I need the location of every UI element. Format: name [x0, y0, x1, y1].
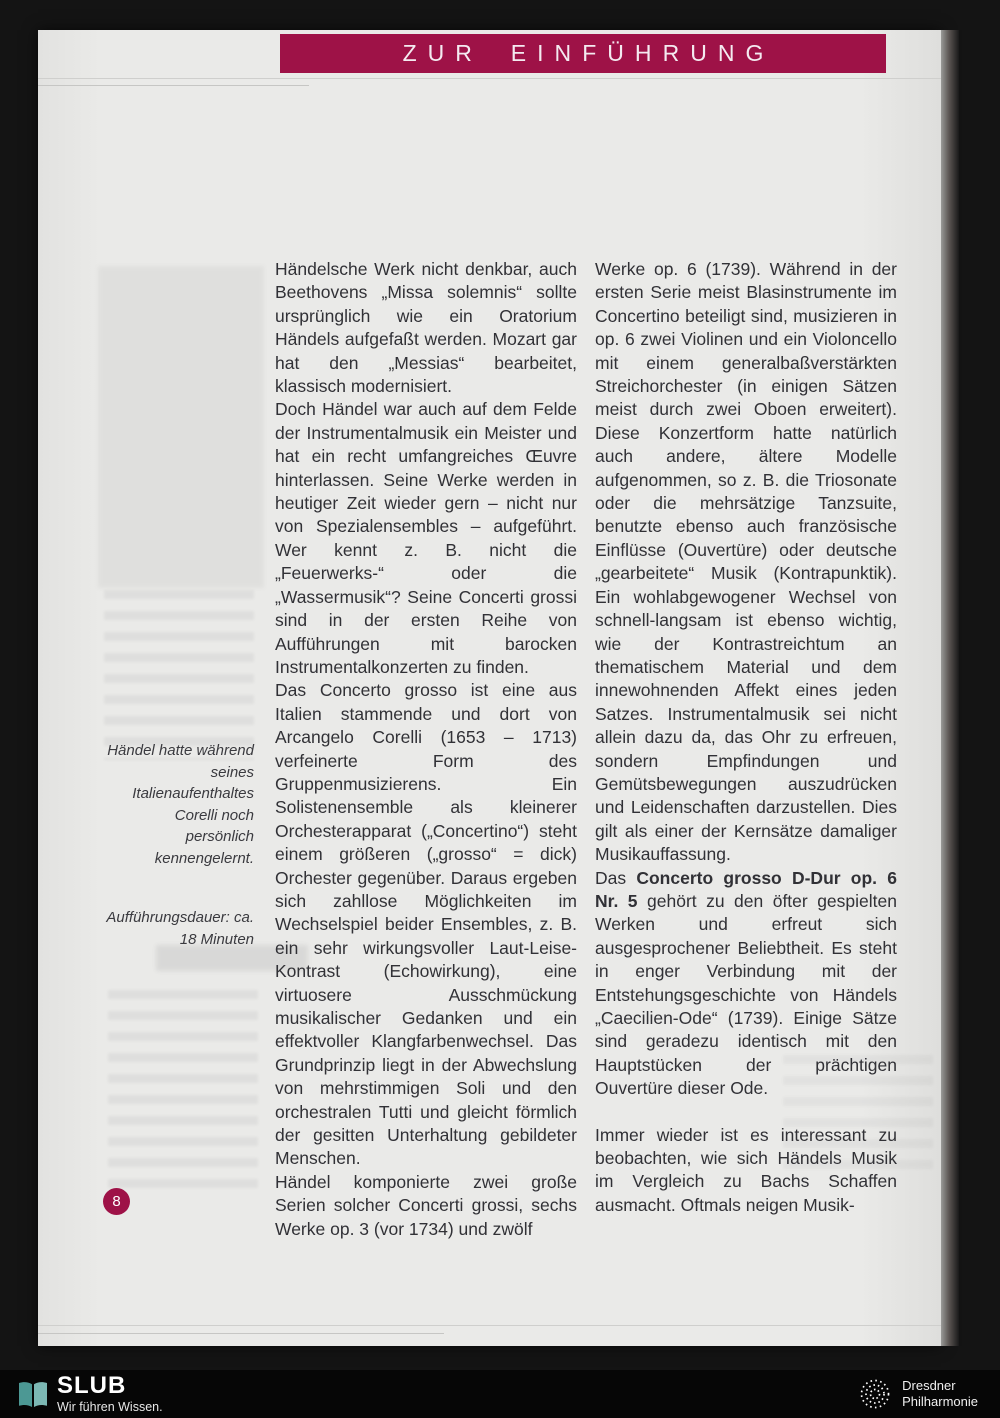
paragraph: [275, 679, 577, 1171]
margin-note: Aufführungsdauer: ca. 18 Minuten: [106, 909, 254, 948]
text-segment: Werke op. 6 (1739). Während in der ersten Serie meist Blasinstrumente im Concertino beteiligt sind, musizieren in op. 6 zwei Violinen und ein Violoncello mit einem generalbaßverstärkten Streichorchester (in einigen Sätzen meist durch zwei Oboen erweitert). Diese Konzertform hatte natürlich auch andere, ältere Modelle aufgenommen, so z. B. die Triosonate oder die mehrsätzige Tanzsuite, benutzte ebenso auch französische Einflüsse (Ouvertüre) oder deutsche „gearbeitete“ Musik (Kontrapunktik). Ein wohlabgewogener Wechsel von schnell-langsam ist ebenso wichtig, wie der Kontrastreichtum an thematischem Material und dem innewohnenden Affekt eines jeden Satzes. Instrumentalmusik sei nicht allein dazu da, das Ohr zu erfreuen, sondern Empfindungen und Gemütsbewegungen auszudrücken und Leidenschaften darzustellen. Dies gilt als einer der Kernsätze damaliger Musikauffassung.: [595, 259, 897, 865]
page-number-badge: [103, 1188, 130, 1215]
paragraph: [595, 258, 897, 867]
page-title: ZUR EINFÜHRUNG: [402, 40, 775, 66]
bleed-through-artifact: [108, 990, 258, 1200]
page-stack-edge: [38, 1325, 941, 1326]
column-left: [275, 258, 577, 1241]
philharmonie-name-line2: Philharmonie: [902, 1394, 978, 1409]
slub-book-icon: [18, 1381, 48, 1408]
text-segment: Das Concerto grosso ist eine aus Italien stammende und dort von Arcangelo Corelli (1653 – 1713) verfeinerte Form des Gruppenmusizierens. Ein Solistenensemble als kleinerer Orchesterapparat („Concertino“) steht einem größeren („grosso“ = dick) Orchester gegenüber. Daraus ergeben sich zahllose Möglichkeiten im Wechselspiel beider Ensembles, z. B. ein sehr wirkungsvoller Laut-Leise-Kontrast (Echowirkung), eine virtuosere Ausschmückung musikalischer Gedanken und ein effektvoller Klangfarbenwechsel. Das Grundprinzip liegt in der Abwechslung von mehrstimmigen Soli und den orchestralen Tutti und gleicht förmlich der gesitten Unterhaltung gebildeter Menschen.: [275, 680, 577, 1169]
margin-note: Händel hatte während seines Italienaufenthaltes Corelli noch persönlich kennengelernt.: [107, 742, 254, 867]
page-stack-edge: [38, 78, 941, 79]
margin-notes: [104, 740, 254, 988]
paragraph: [595, 867, 897, 1101]
bleed-through-artifact: [104, 590, 254, 760]
text-segment: Händelsche Werk nicht denkbar, auch Beethovens „Missa solemnis“ sollte ursprünglich wie ein Oratorium Händels aufgefaßt werden. Mozart gar hat den „Messias“ bearbeitet, klassisch modernisiert.: [275, 259, 577, 397]
text-segment: Das: [595, 867, 637, 888]
paragraph: [275, 398, 577, 679]
page: [38, 30, 941, 1346]
page-stack-edge: [38, 85, 309, 86]
philharmonie-logo: [858, 1377, 982, 1411]
philharmonie-logo-icon: [858, 1377, 892, 1411]
header-banner: [280, 34, 886, 73]
slub-name: SLUB: [57, 1372, 127, 1399]
philharmonie-name-line1: Dresdner: [902, 1378, 956, 1393]
column-right: [595, 258, 897, 1217]
page-number: 8: [112, 1193, 121, 1210]
paragraph: [595, 1124, 897, 1218]
slub-tagline: Wir führen Wissen.: [57, 1400, 163, 1414]
text-segment: Concerto grosso D-Dur op. 6 Nr. 5: [595, 867, 898, 911]
text-segment: Doch Händel war auch auf dem Felde der Instrumentalmusik ein Meister und hat ein recht umfangreiches Œuvre hinterlassen. Seine Werke werden in heutiger Zeit wieder gern – nicht nur von Spezialensembles – aufgeführt. Wer kennt z. B. nicht die „Feuerwerks-“ oder die „Wassermusik“? Seine Concerti grossi sind in der ersten Reihe von Aufführungen mit barocken Instrumentalkonzerten zu finden.: [275, 399, 577, 677]
text-segment: Immer wieder ist es interessant zu beobachten, wie sich Händels Musik im Vergleich zu Bachs Schaffen ausmacht. Oftmals neigen Musik-: [595, 1124, 897, 1215]
paragraph: [275, 258, 577, 398]
text-segment: Händel komponierte zwei große Serien solcher Concerti grossi, sechs Werke op. 3 (vor 1734) und zwölf: [275, 1171, 577, 1239]
text-segment: gehört zu den öfter gespielten Werken und erfreut sich ausgesprochener Beliebtheit. Es steht in enger Verbindung mit der Entstehungsgeschichte von Händels „Caecilien-Ode“ (1739). Einige Sätze sind geradezu identisch mit den Hauptstücken der prächtigen Ouvertüre dieser Ode.: [595, 890, 897, 1099]
page-stack-edge: [38, 1333, 444, 1334]
page-edge: [941, 30, 959, 1346]
paragraph: [275, 1171, 577, 1241]
footer-bar: [0, 1370, 1000, 1418]
bleed-through-artifact: [98, 266, 264, 588]
slub-logo: [18, 1374, 163, 1414]
